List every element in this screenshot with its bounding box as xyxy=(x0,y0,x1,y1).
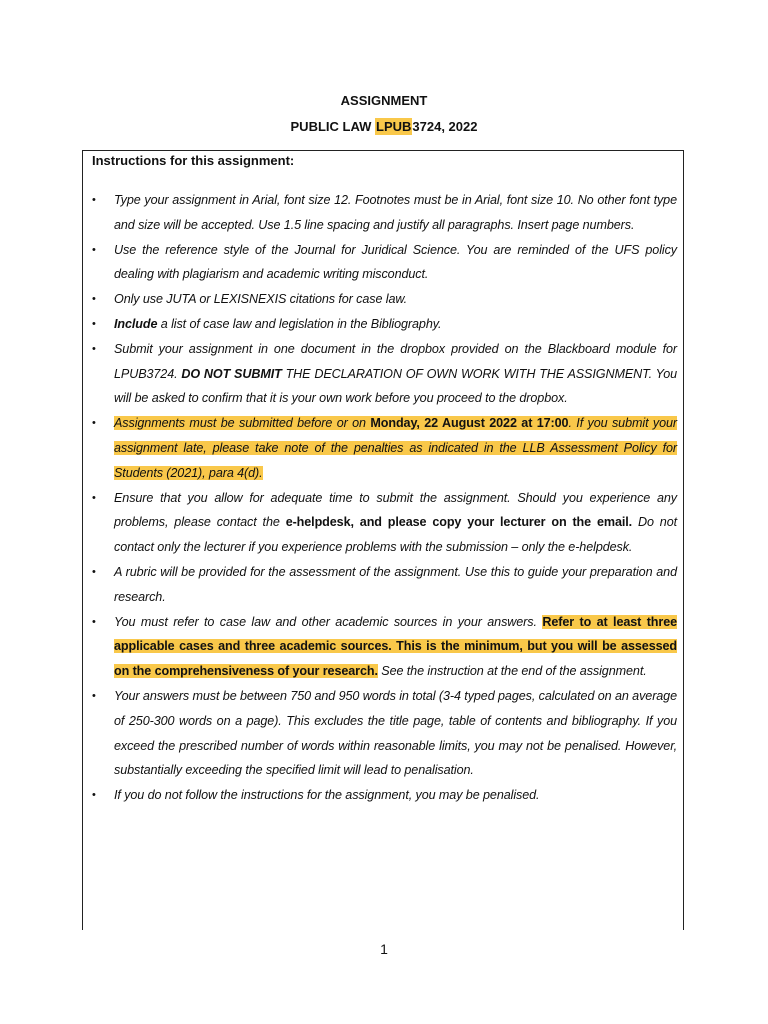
instructions-list xyxy=(83,188,683,808)
instructions-heading: Instructions for this assignment: xyxy=(92,153,295,168)
bullet-icon: • xyxy=(92,342,96,355)
item-highlighted-bold-text: Monday, 22 August 2022 at 17:00 xyxy=(370,416,569,431)
item-text: If you do not follow the instructions for the assignment, you may be penalised. xyxy=(114,788,540,803)
list-item xyxy=(83,684,683,783)
list-item xyxy=(83,610,683,684)
bullet-icon: • xyxy=(92,689,96,702)
item-highlighted-bold-text: Refer to at least three applicable cases and three academic sources. This is the minimum, but you will be assessed on the comprehensiveness of your research. xyxy=(114,614,677,679)
bullet-icon: • xyxy=(92,417,96,430)
list-item xyxy=(83,238,683,288)
instructions-box xyxy=(82,150,684,930)
list-item xyxy=(83,188,683,238)
list-item xyxy=(83,411,683,485)
list-item xyxy=(83,560,683,610)
bullet-icon: • xyxy=(92,243,96,256)
bullet-icon: • xyxy=(92,615,96,628)
subtitle-suffix: 3724, 2022 xyxy=(412,119,478,134)
item-text: THE DECLARATION OF OWN WORK WITH THE ASSIGNMENT. You will be asked to confirm that it is your own work before you proceed to the dropbox. xyxy=(114,366,678,406)
bullet-icon: • xyxy=(92,491,96,504)
item-text: A rubric will be provided for the assessment of the assignment. Use this to guide your preparation and research. xyxy=(114,564,677,604)
item-bold-text: Include xyxy=(114,316,158,331)
subtitle-prefix: PUBLIC LAW xyxy=(290,119,376,134)
document-title: ASSIGNMENT xyxy=(340,93,428,108)
bullet-icon: • xyxy=(92,293,96,306)
subtitle-code-highlight: LPUB xyxy=(376,119,412,134)
item-bold-text: e-helpdesk, and please copy your lecturer on the email. xyxy=(285,515,633,530)
item-text: Only use JUTA or LEXISNEXIS citations for case law. xyxy=(114,292,408,307)
item-text: Your answers must be between 750 and 950 words in total (3-4 typed pages, calculated on an average of 250-300 words on a page). This excludes the title page, table of contents and bibliography. If you exceed the prescribed number of words within reasonable limits, you may not be penalised. However, substantially exceeding the specified limit will lead to penalisation. xyxy=(114,688,677,778)
bullet-icon: • xyxy=(92,317,96,330)
item-text: Ensure that you allow for adequate time to submit the assignment. Should you experience any problems, please contact the xyxy=(114,490,677,530)
list-item xyxy=(83,337,683,411)
list-item xyxy=(83,312,683,337)
item-text: Use the reference style of the Journal for Juridical Science. You are reminded of the UFS policy dealing with plagiarism and academic writing misconduct. xyxy=(114,242,677,282)
item-text: You must refer to case law and other academic sources in your answers. xyxy=(114,614,543,629)
page-number: 1 xyxy=(380,941,388,957)
item-text: Type your assignment in Arial, font size 12. Footnotes must be in Arial, font size 10. No other font type and size will be accepted. Use 1.5 line spacing and justify all paragraphs. Insert page numbers. xyxy=(114,193,677,232)
bullet-icon: • xyxy=(92,194,96,206)
item-text: Do not contact only the lecturer if you experience problems with the submission – only the e-helpdesk. xyxy=(114,515,677,555)
list-item xyxy=(83,783,683,808)
bullet-icon: • xyxy=(92,789,96,802)
list-item xyxy=(83,486,683,560)
bullet-icon: • xyxy=(92,565,96,578)
item-bold-text: DO NOT SUBMIT xyxy=(181,366,282,381)
item-highlighted-text: . If you submit your assignment late, please take note of the penalties as indicated in the LLB Assessment Policy for Students (2021), para 4(d). xyxy=(114,416,677,480)
item-highlighted-text: Assignments must be submitted before or on xyxy=(114,416,371,431)
item-text: See the instruction at the end of the assignment. xyxy=(377,664,647,679)
item-text: Submit your assignment in one document in the dropbox provided on the Blackboard module for LPUB3724. xyxy=(114,341,677,381)
item-text: a list of case law and legislation in the Bibliography. xyxy=(157,316,442,331)
document-subtitle xyxy=(0,119,768,134)
list-item xyxy=(83,287,683,312)
